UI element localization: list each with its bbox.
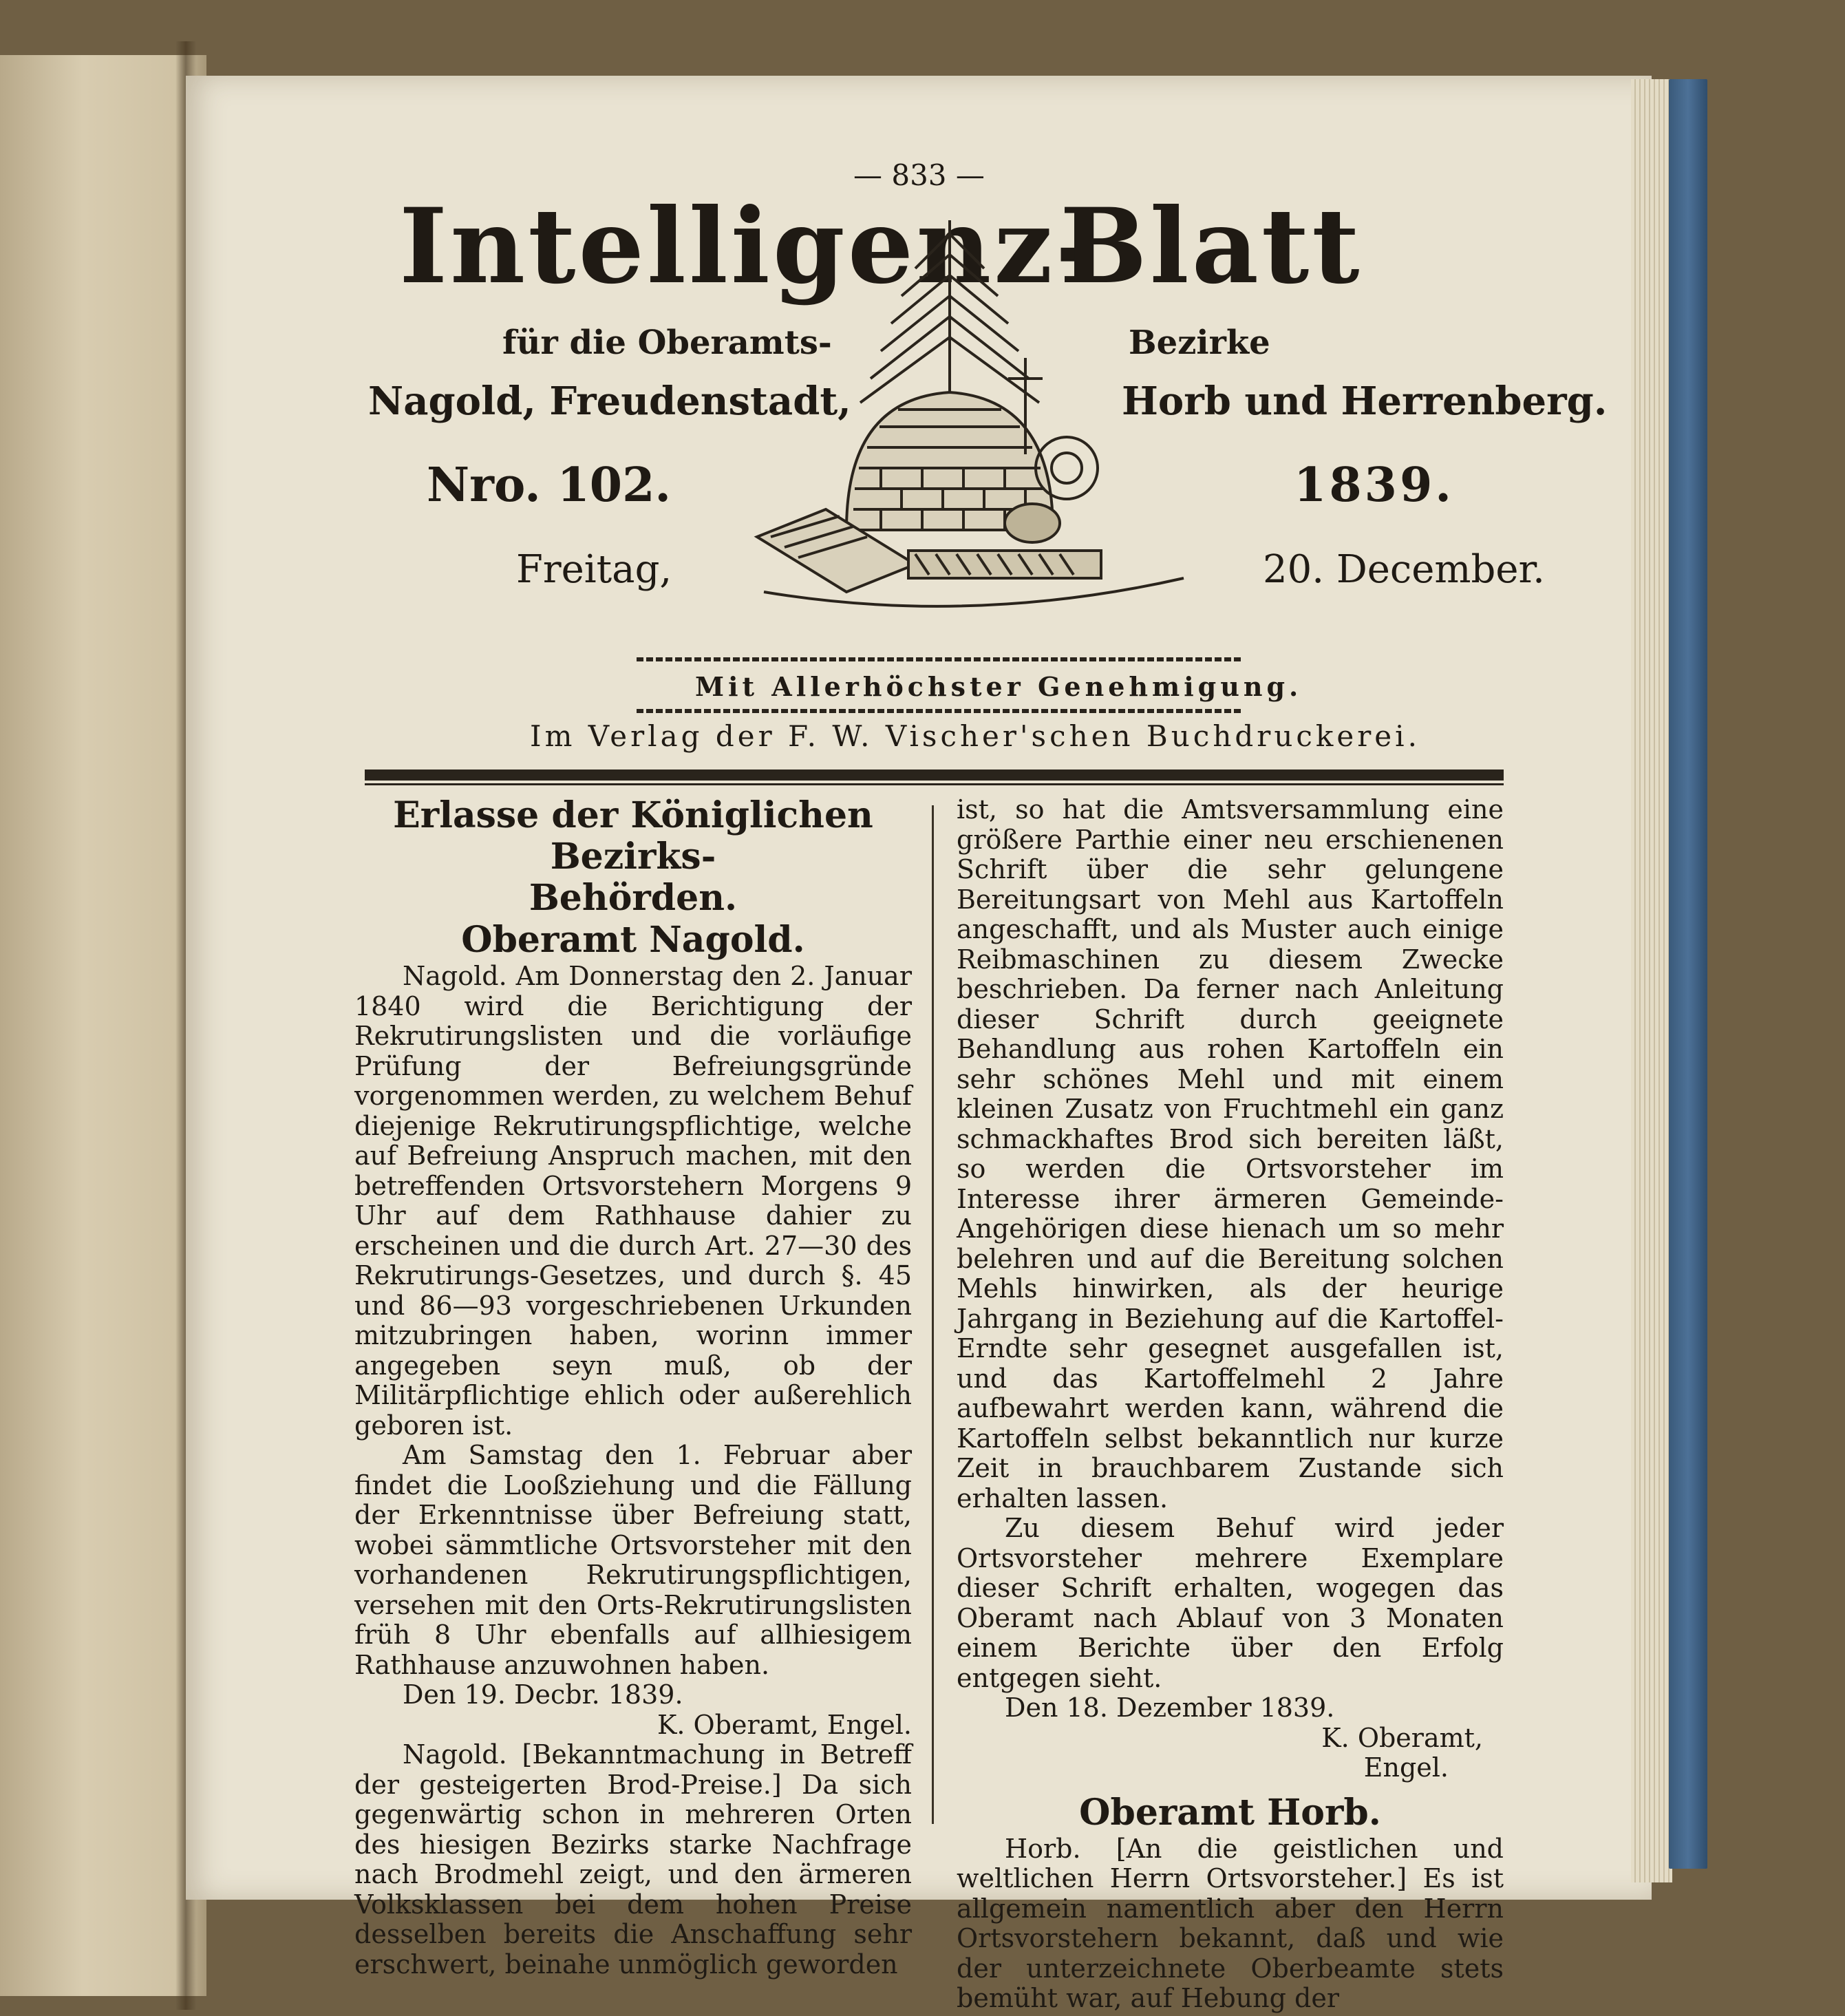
- subtitle-right-2: Horb und Herrenberg.: [1122, 379, 1608, 424]
- subtitle-left-1: für die Oberamts-: [502, 323, 832, 362]
- section-heading: Erlasse der Königlichen Bezirks-: [393, 794, 873, 878]
- issue-year: 1839.: [1294, 458, 1454, 513]
- issue-weekday: Freitag,: [516, 547, 672, 592]
- notice-signature-office: K. Oberamt,: [1321, 1722, 1483, 1753]
- blue-book-cover: [1669, 79, 1707, 1869]
- page-number: — 833 —: [853, 158, 985, 192]
- subtitle-left-2: Nagold, Freudenstadt,: [368, 379, 851, 424]
- subtitle-right-1: Bezirke: [1129, 323, 1270, 362]
- notice-date-right: Den 18. Dezember 1839.: [1005, 1693, 1335, 1723]
- notice-horb: Horb. [An die geistlichen und weltlichen Herrn Ortsvorsteher.] Es ist allgemein namentlich aber den Herrn Ortsvorstehern bekannt, daß und wie der unterzeichnete Oberbeamte stets bemüht war, auf Hebung der: [957, 1833, 1504, 2013]
- notice-signature-name: Engel.: [1363, 1752, 1449, 1783]
- subsection-heading-nagold: Oberamt Nagold.: [461, 919, 805, 961]
- publisher-line: Im Verlag der F. W. Vischer'schen Buchdruckerei.: [530, 719, 1420, 753]
- section-heading-continued: Behörden.: [529, 877, 738, 919]
- notice-recruitment: Nagold. Am Donnerstag den 2. Januar 1840 wird die Berichtigung der Rekrutirungslisten und die vorläufige Prüfung der Befreiungsgründe vorgenommen werden, zu welchem Behuf diejenige Rekrutirungspflichtige, welche auf Befreiung Anspruch machen, mit den betreffenden Ortsvorstehern Morgens 9 Uhr auf dem Rathhause dahier zu erscheinen und die durch Art. 27—30 des Rekrutirungs-Gesetzes, und durch §. 45 und 86—93 vorgeschriebenen Urkunden mitzubringen haben, worinn immer angegeben seyn muß, ob der Militärpflichtige ehlich oder außerehlich geboren ist.: [354, 961, 912, 1441]
- notice-bread-prices: Nagold. [Bekanntmachung in Betreff der gesteigerten Brod-Preise.] Da sich gegenwärtig schon in mehreren Orten des hiesigen Bezirks starke Nachfrage nach Brodmehl zeigt, und den ärmeren Volksklassen bei dem hohen Preise desselben bereits die Anschaffung sehr erschwert, beinahe unmöglich geworden: [354, 1739, 912, 1980]
- notice-copies: Zu diesem Behuf wird jeder Ortsvorsteher mehrere Exemplare dieser Schrift erhalten, wogegen das Oberamt nach Ablauf von 3 Monaten einem Berichte über den Erfolg entgegen sieht.: [957, 1513, 1504, 1693]
- header-rule-thick: [365, 770, 1504, 781]
- ornamental-rule-top: [637, 657, 1242, 661]
- notice-signature: K. Oberamt, Engel.: [657, 1709, 912, 1740]
- issue-number: Nro. 102.: [427, 458, 672, 513]
- header-rule-thin: [365, 783, 1504, 785]
- notice-lottery: Am Samstag den 1. Februar aber findet die Looßziehung und die Fällung der Erkenntnisse über Befreiung statt, wobei sämmtliche Ortsvorsteher mit den vorhandenen Rekrutirungspflichtigen, versehen mit den Orts-Rekrutirungslisten früh 8 Uhr ebenfalls auf allhiesigem Rathhause anzuwohnen haben.: [354, 1440, 912, 1680]
- ornamental-rule-middle: [637, 709, 1242, 713]
- issue-date: 20. December.: [1263, 547, 1545, 592]
- notice-potato-flour: ist, so hat die Amtsversammlung eine größere Parthie einer neu erschienenen Schrift über die sehr gelungene Bereitungsart von Mehl aus Kartoffeln angeschafft, und als Muster auch einige Reibmaschinen zu diesem Zwecke beschrieben. Da ferner nach Anleitung dieser Schrift durch geeignete Behandlung aus rohen Kartoffeln ein sehr schönes Mehl und mit einem kleinen Zusatz von Fruchtmehl ein ganz schmackhaftes Brod sich bereiten läßt, so werden die Ortsvorsteher im Interesse ihrer ärmeren Gemeinde-Angehörigen diese hienach um so mehr belehren und auf die Bereitung solchen Mehls hinwirken, als der heurige Jahrgang in Beziehung auf die Kartoffel-Erndte sehr gesegnet ausgefallen ist, und das Kartoffelmehl 2 Jahre aufbewahrt werden kann, während die Kartoffeln selbst bekanntlich nur kurze Zeit in brauchbarem Zustande sich erhalten lassen.: [957, 794, 1504, 1514]
- left-column: [354, 795, 912, 1980]
- subsection-heading-horb: Oberamt Horb.: [1079, 1791, 1381, 1834]
- masthead-title-right: Blatt: [1060, 186, 1363, 307]
- right-column: [957, 795, 1504, 2014]
- approval-line: Mit Allerhöchster Genehmigung.: [695, 671, 1303, 702]
- page-stack-edges: [1631, 79, 1672, 1882]
- column-divider: [932, 805, 934, 1824]
- masthead-title-left: Intelligenz-: [399, 186, 1101, 307]
- notice-date: Den 19. Decbr. 1839.: [403, 1679, 683, 1710]
